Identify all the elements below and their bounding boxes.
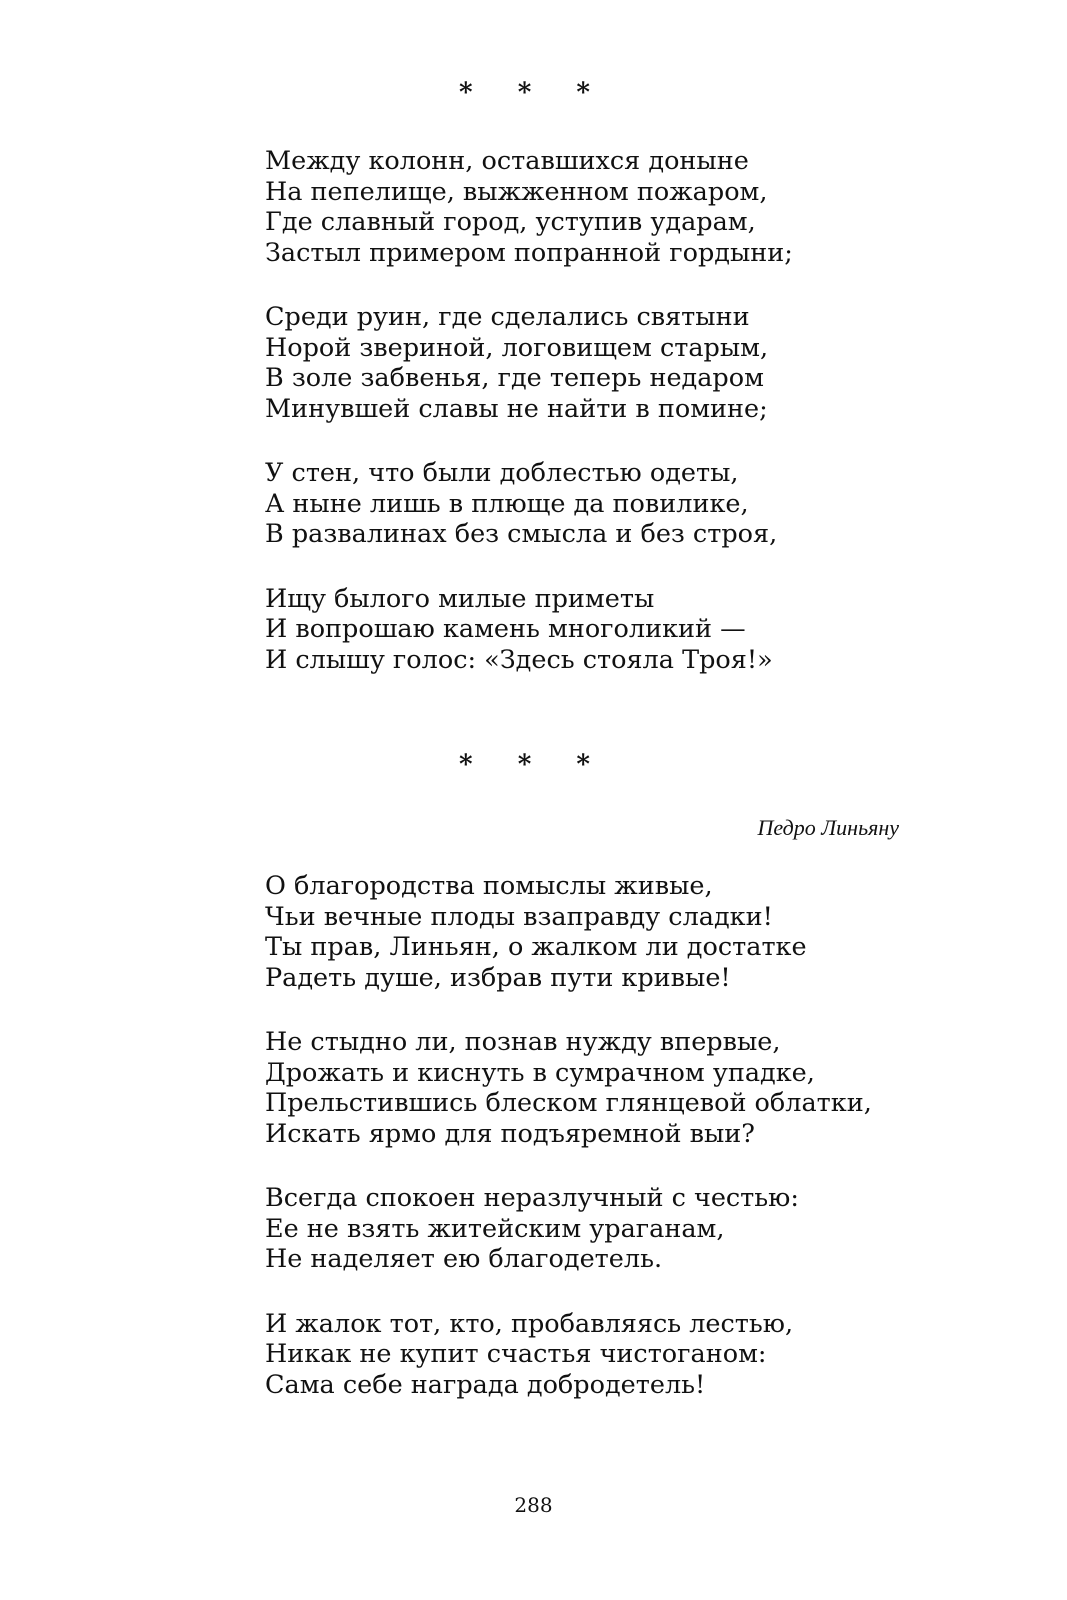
verse-line: Прельстившись блеском глянцевой облатки, [265,1088,872,1118]
verse-line: Сама себе награда добродетель! [265,1369,706,1400]
poem-2-stanza-4 [265,1309,945,1401]
verse-line: У стен, что были доблестью одеты, [265,458,739,488]
verse-line: Застыл примером попранной гордыни; [265,237,793,268]
poem-1 [265,146,945,709]
verse-line: Дрожать и киснуть в сумрачном упадке, [265,1057,815,1088]
verse-line: Норой звериной, логовищем старым, [265,332,769,363]
verse-line: О благородства помыслы живые, [265,871,713,901]
verse-line: В золе забвенья, где теперь недаром [265,363,764,393]
verse-line: Среди руин, где сделались святыни [265,302,750,332]
verse-line: И вопрошаю камень многоликий — [265,614,746,644]
verse-line: А ныне лишь в плюще да повилике, [265,488,749,519]
poem-2-stanza-2 [265,1027,945,1149]
verse-line: Радеть душе, избрав пути кривые! [265,962,731,993]
section-separator-1: * * * [459,78,608,108]
verse-line: Между колонн, оставшихся доныне [265,146,749,176]
verse-line: Чьи вечные плоды взаправду сладки! [265,901,773,932]
poem-2-dedication: Педро Линьяну [757,815,899,840]
verse-line: Ты прав, Линьян, о жалком ли достатке [265,932,807,962]
verse-line: Ее не взять житейским ураганам, [265,1213,725,1244]
poem-2-stanza-3 [265,1183,945,1275]
section-separator-2: * * * [459,750,608,780]
poem-1-stanza-3 [265,458,945,550]
verse-line: И жалок тот, кто, пробавляясь лестью, [265,1308,794,1339]
verse-line: Не наделяет ею благодетель. [265,1244,663,1274]
verse-line: В развалинах без смысла и без строя, [265,519,778,549]
verse-line: Где славный город, уступив ударам, [265,207,756,237]
verse-line: Минувшей славы не найти в помине; [265,393,768,424]
verse-line: Искать ярмо для подъяремной выи? [265,1118,755,1149]
poem-1-stanza-2 [265,302,945,424]
verse-line: На пепелище, выжженном пожаром, [265,176,768,207]
poem-2 [265,871,945,1434]
verse-line: И слышу голос: «Здесь стояла Троя!» [265,644,773,675]
verse-line: Не стыдно ли, познав нужду впервые, [265,1027,781,1057]
poem-2-stanza-1 [265,871,945,993]
page-number: 288 [514,1493,553,1517]
verse-line: Никак не купит счастья чистоганом: [265,1339,767,1369]
verse-line: Ищу былого милые приметы [265,583,655,614]
poem-1-stanza-1 [265,146,945,268]
poem-1-stanza-4 [265,584,945,676]
verse-line: Всегда спокоен неразлучный с честью: [265,1183,799,1213]
